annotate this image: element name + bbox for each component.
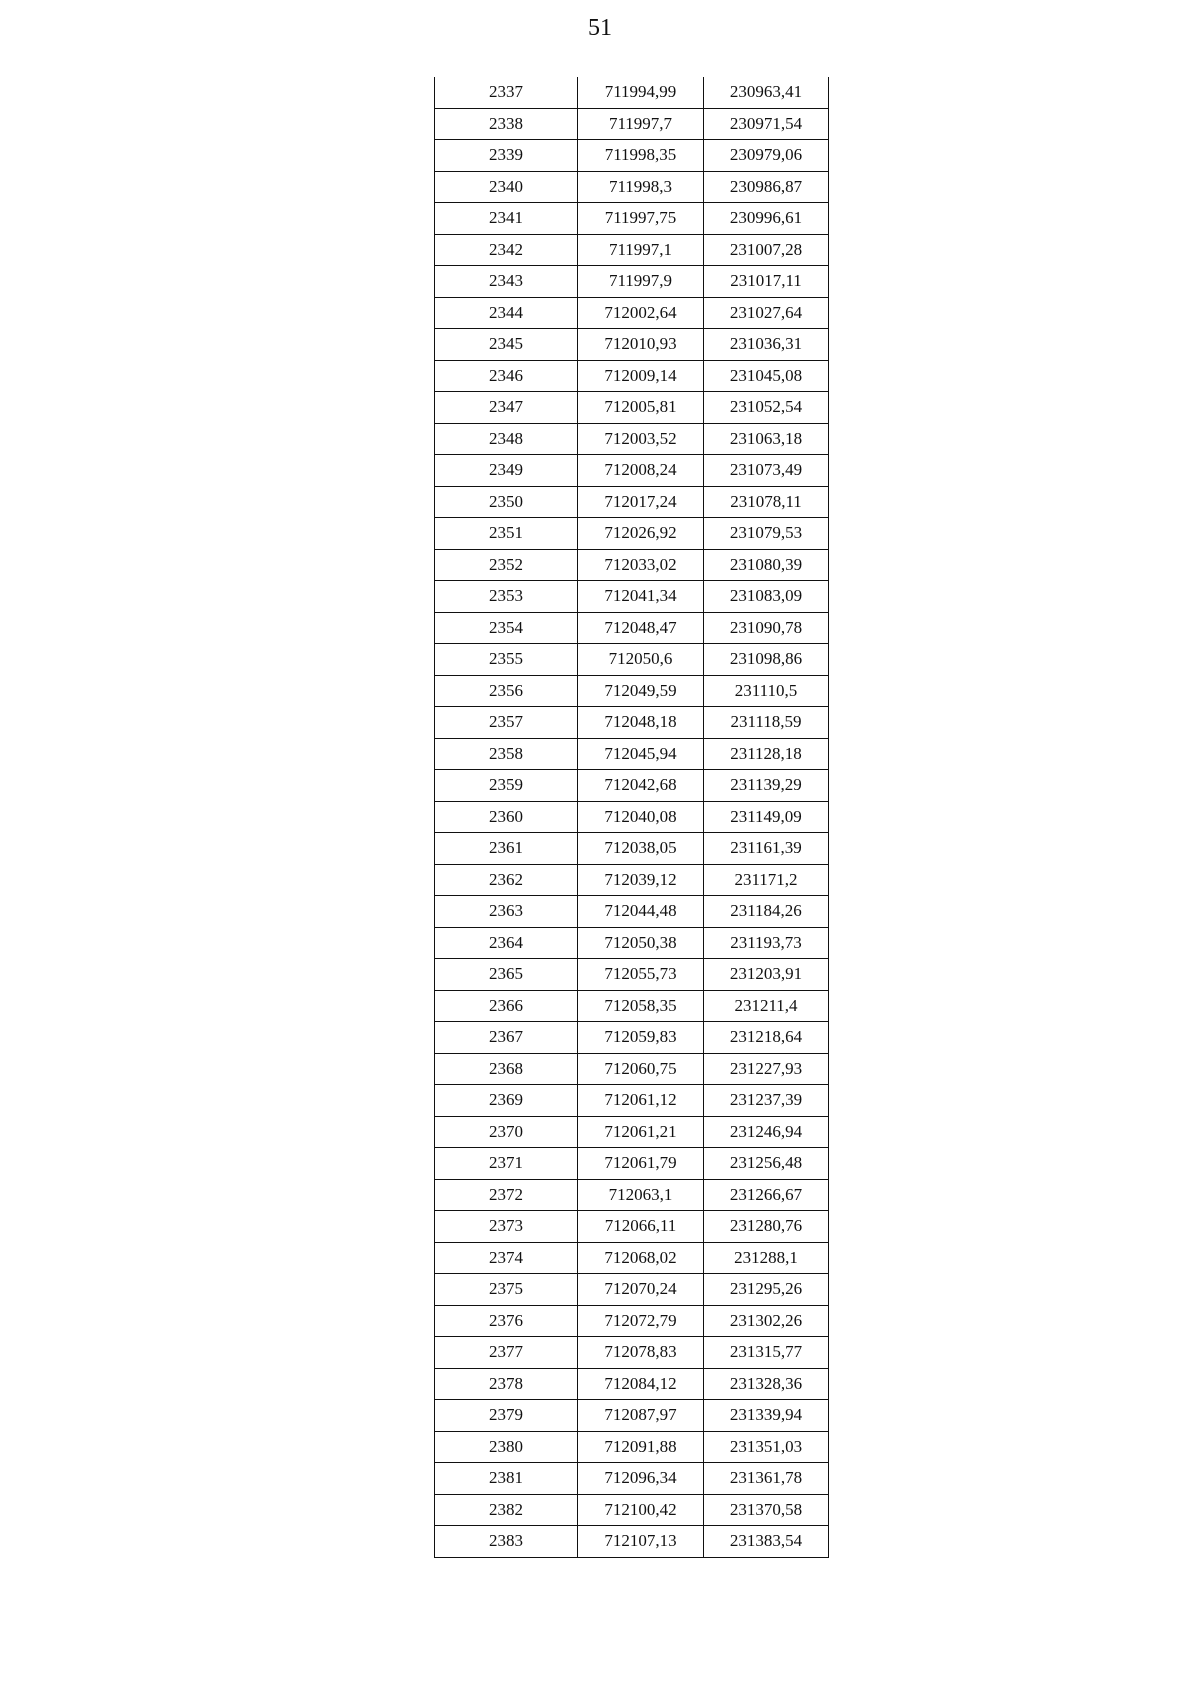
point-number-cell: 2376 (435, 1305, 578, 1337)
x-coordinate-cell: 711994,99 (578, 77, 704, 108)
x-coordinate-cell: 712084,12 (578, 1368, 704, 1400)
y-coordinate-cell: 231237,39 (704, 1085, 829, 1117)
table-row (435, 1179, 829, 1211)
x-coordinate-cell: 712100,42 (578, 1494, 704, 1526)
x-coordinate-cell: 712060,75 (578, 1053, 704, 1085)
y-coordinate-cell: 231063,18 (704, 423, 829, 455)
point-number-cell: 2359 (435, 770, 578, 802)
table-row (435, 1305, 829, 1337)
y-coordinate-cell: 231328,36 (704, 1368, 829, 1400)
point-number-cell: 2342 (435, 234, 578, 266)
y-coordinate-cell: 231246,94 (704, 1116, 829, 1148)
table-row (435, 864, 829, 896)
point-number-cell: 2377 (435, 1337, 578, 1369)
point-number-cell: 2347 (435, 392, 578, 424)
y-coordinate-cell: 231078,11 (704, 486, 829, 518)
point-number-cell: 2374 (435, 1242, 578, 1274)
table-row (435, 1368, 829, 1400)
x-coordinate-cell: 712003,52 (578, 423, 704, 455)
y-coordinate-cell: 231288,1 (704, 1242, 829, 1274)
y-coordinate-cell: 231218,64 (704, 1022, 829, 1054)
point-number-cell: 2351 (435, 518, 578, 550)
table-row (435, 455, 829, 487)
point-number-cell: 2371 (435, 1148, 578, 1180)
point-number-cell: 2358 (435, 738, 578, 770)
x-coordinate-cell: 711997,75 (578, 203, 704, 235)
table-row (435, 234, 829, 266)
x-coordinate-cell: 712050,38 (578, 927, 704, 959)
point-number-cell: 2382 (435, 1494, 578, 1526)
point-number-cell: 2362 (435, 864, 578, 896)
x-coordinate-cell: 712026,92 (578, 518, 704, 550)
point-number-cell: 2365 (435, 959, 578, 991)
y-coordinate-cell: 231090,78 (704, 612, 829, 644)
table-row (435, 1116, 829, 1148)
y-coordinate-cell: 231118,59 (704, 707, 829, 739)
y-coordinate-cell: 231171,2 (704, 864, 829, 896)
point-number-cell: 2354 (435, 612, 578, 644)
y-coordinate-cell: 230979,06 (704, 140, 829, 172)
point-number-cell: 2378 (435, 1368, 578, 1400)
x-coordinate-cell: 712061,12 (578, 1085, 704, 1117)
y-coordinate-cell: 231036,31 (704, 329, 829, 361)
table-row (435, 1211, 829, 1243)
y-coordinate-cell: 230986,87 (704, 171, 829, 203)
table-row (435, 1337, 829, 1369)
point-number-cell: 2383 (435, 1526, 578, 1558)
x-coordinate-cell: 712045,94 (578, 738, 704, 770)
table-row (435, 486, 829, 518)
table-row (435, 297, 829, 329)
y-coordinate-cell: 231017,11 (704, 266, 829, 298)
y-coordinate-cell: 231098,86 (704, 644, 829, 676)
point-number-cell: 2361 (435, 833, 578, 865)
y-coordinate-cell: 231211,4 (704, 990, 829, 1022)
x-coordinate-cell: 712087,97 (578, 1400, 704, 1432)
y-coordinate-cell: 230963,41 (704, 77, 829, 108)
y-coordinate-cell: 231027,64 (704, 297, 829, 329)
x-coordinate-cell: 712068,02 (578, 1242, 704, 1274)
table-row (435, 266, 829, 298)
table-row (435, 959, 829, 991)
x-coordinate-cell: 712063,1 (578, 1179, 704, 1211)
table-row (435, 329, 829, 361)
x-coordinate-cell: 712061,79 (578, 1148, 704, 1180)
y-coordinate-cell: 231073,49 (704, 455, 829, 487)
x-coordinate-cell: 712002,64 (578, 297, 704, 329)
coordinates-table-body (435, 77, 829, 1557)
y-coordinate-cell: 231361,78 (704, 1463, 829, 1495)
x-coordinate-cell: 712010,93 (578, 329, 704, 361)
y-coordinate-cell: 231080,39 (704, 549, 829, 581)
point-number-cell: 2337 (435, 77, 578, 108)
point-number-cell: 2356 (435, 675, 578, 707)
table-row (435, 770, 829, 802)
table-row (435, 990, 829, 1022)
point-number-cell: 2345 (435, 329, 578, 361)
x-coordinate-cell: 711998,3 (578, 171, 704, 203)
point-number-cell: 2364 (435, 927, 578, 959)
x-coordinate-cell: 712041,34 (578, 581, 704, 613)
y-coordinate-cell: 231256,48 (704, 1148, 829, 1180)
point-number-cell: 2340 (435, 171, 578, 203)
y-coordinate-cell: 231227,93 (704, 1053, 829, 1085)
x-coordinate-cell: 712039,12 (578, 864, 704, 896)
y-coordinate-cell: 231266,67 (704, 1179, 829, 1211)
point-number-cell: 2338 (435, 108, 578, 140)
table-row (435, 1148, 829, 1180)
table-row (435, 644, 829, 676)
point-number-cell: 2363 (435, 896, 578, 928)
point-number-cell: 2372 (435, 1179, 578, 1211)
x-coordinate-cell: 711997,1 (578, 234, 704, 266)
point-number-cell: 2346 (435, 360, 578, 392)
table-row (435, 171, 829, 203)
coordinates-table (434, 77, 829, 1558)
x-coordinate-cell: 712058,35 (578, 990, 704, 1022)
table-row (435, 1431, 829, 1463)
y-coordinate-cell: 231007,28 (704, 234, 829, 266)
table-row (435, 801, 829, 833)
x-coordinate-cell: 712078,83 (578, 1337, 704, 1369)
table-row (435, 1085, 829, 1117)
point-number-cell: 2341 (435, 203, 578, 235)
x-coordinate-cell: 712038,05 (578, 833, 704, 865)
table-row (435, 518, 829, 550)
table-row (435, 1242, 829, 1274)
y-coordinate-cell: 231052,54 (704, 392, 829, 424)
x-coordinate-cell: 712008,24 (578, 455, 704, 487)
x-coordinate-cell: 712055,73 (578, 959, 704, 991)
y-coordinate-cell: 231370,58 (704, 1494, 829, 1526)
table-row (435, 1053, 829, 1085)
point-number-cell: 2349 (435, 455, 578, 487)
table-row (435, 581, 829, 613)
table-row (435, 1494, 829, 1526)
y-coordinate-cell: 231351,03 (704, 1431, 829, 1463)
x-coordinate-cell: 712050,6 (578, 644, 704, 676)
point-number-cell: 2357 (435, 707, 578, 739)
x-coordinate-cell: 711997,7 (578, 108, 704, 140)
y-coordinate-cell: 231193,73 (704, 927, 829, 959)
point-number-cell: 2353 (435, 581, 578, 613)
x-coordinate-cell: 712049,59 (578, 675, 704, 707)
x-coordinate-cell: 712009,14 (578, 360, 704, 392)
y-coordinate-cell: 231110,5 (704, 675, 829, 707)
table-row (435, 77, 829, 108)
point-number-cell: 2370 (435, 1116, 578, 1148)
table-row (435, 833, 829, 865)
point-number-cell: 2348 (435, 423, 578, 455)
table-row (435, 108, 829, 140)
point-number-cell: 2360 (435, 801, 578, 833)
x-coordinate-cell: 712070,24 (578, 1274, 704, 1306)
point-number-cell: 2368 (435, 1053, 578, 1085)
point-number-cell: 2373 (435, 1211, 578, 1243)
table-row (435, 675, 829, 707)
y-coordinate-cell: 231315,77 (704, 1337, 829, 1369)
x-coordinate-cell: 712040,08 (578, 801, 704, 833)
y-coordinate-cell: 231295,26 (704, 1274, 829, 1306)
x-coordinate-cell: 712066,11 (578, 1211, 704, 1243)
y-coordinate-cell: 231280,76 (704, 1211, 829, 1243)
table-row (435, 896, 829, 928)
point-number-cell: 2367 (435, 1022, 578, 1054)
point-number-cell: 2379 (435, 1400, 578, 1432)
point-number-cell: 2380 (435, 1431, 578, 1463)
point-number-cell: 2381 (435, 1463, 578, 1495)
point-number-cell: 2355 (435, 644, 578, 676)
x-coordinate-cell: 712091,88 (578, 1431, 704, 1463)
y-coordinate-cell: 231139,29 (704, 770, 829, 802)
y-coordinate-cell: 231083,09 (704, 581, 829, 613)
page-number: 51 (588, 15, 612, 41)
point-number-cell: 2344 (435, 297, 578, 329)
table-row (435, 927, 829, 959)
y-coordinate-cell: 231383,54 (704, 1526, 829, 1558)
x-coordinate-cell: 712048,18 (578, 707, 704, 739)
table-row (435, 612, 829, 644)
point-number-cell: 2339 (435, 140, 578, 172)
table-row (435, 1463, 829, 1495)
y-coordinate-cell: 231128,18 (704, 738, 829, 770)
y-coordinate-cell: 231203,91 (704, 959, 829, 991)
x-coordinate-cell: 712042,68 (578, 770, 704, 802)
table-row (435, 707, 829, 739)
x-coordinate-cell: 712059,83 (578, 1022, 704, 1054)
y-coordinate-cell: 230996,61 (704, 203, 829, 235)
table-row (435, 549, 829, 581)
x-coordinate-cell: 712061,21 (578, 1116, 704, 1148)
point-number-cell: 2375 (435, 1274, 578, 1306)
table-row (435, 423, 829, 455)
table-row (435, 1526, 829, 1558)
point-number-cell: 2369 (435, 1085, 578, 1117)
x-coordinate-cell: 712033,02 (578, 549, 704, 581)
x-coordinate-cell: 711998,35 (578, 140, 704, 172)
x-coordinate-cell: 712107,13 (578, 1526, 704, 1558)
table-row (435, 1022, 829, 1054)
x-coordinate-cell: 712044,48 (578, 896, 704, 928)
table-row (435, 1274, 829, 1306)
x-coordinate-cell: 712096,34 (578, 1463, 704, 1495)
x-coordinate-cell: 712072,79 (578, 1305, 704, 1337)
point-number-cell: 2366 (435, 990, 578, 1022)
y-coordinate-cell: 231161,39 (704, 833, 829, 865)
table-row (435, 203, 829, 235)
table-row (435, 1400, 829, 1432)
table-row (435, 140, 829, 172)
x-coordinate-cell: 712005,81 (578, 392, 704, 424)
y-coordinate-cell: 231149,09 (704, 801, 829, 833)
x-coordinate-cell: 712017,24 (578, 486, 704, 518)
y-coordinate-cell: 231184,26 (704, 896, 829, 928)
table-row (435, 738, 829, 770)
y-coordinate-cell: 231302,26 (704, 1305, 829, 1337)
table-row (435, 392, 829, 424)
y-coordinate-cell: 231339,94 (704, 1400, 829, 1432)
x-coordinate-cell: 711997,9 (578, 266, 704, 298)
table-row (435, 360, 829, 392)
y-coordinate-cell: 231079,53 (704, 518, 829, 550)
y-coordinate-cell: 230971,54 (704, 108, 829, 140)
point-number-cell: 2350 (435, 486, 578, 518)
y-coordinate-cell: 231045,08 (704, 360, 829, 392)
point-number-cell: 2343 (435, 266, 578, 298)
x-coordinate-cell: 712048,47 (578, 612, 704, 644)
point-number-cell: 2352 (435, 549, 578, 581)
